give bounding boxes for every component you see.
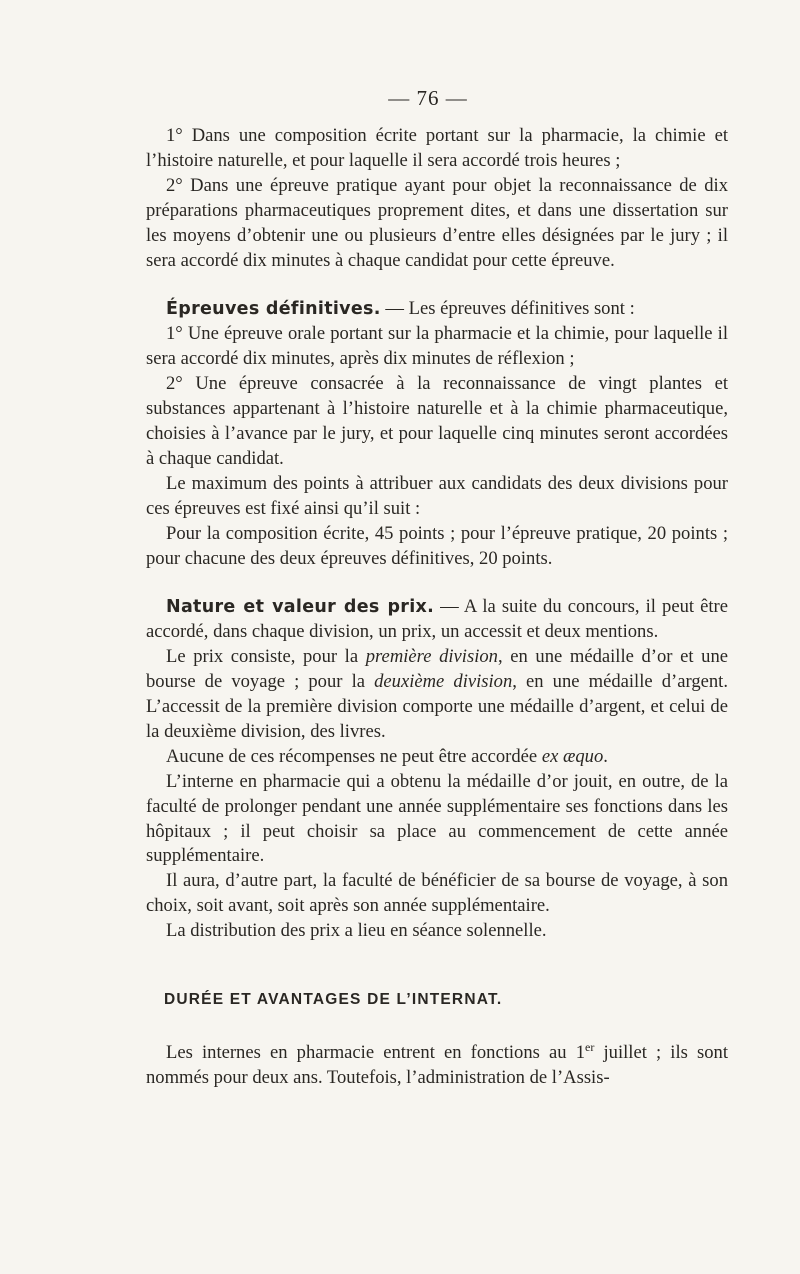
paragraph: Aucune de ces récompenses ne peut être accordée ex æquo. bbox=[166, 745, 608, 767]
paragraph: La distribution des prix a lieu en séance solennelle. bbox=[166, 920, 547, 942]
page-number: — 76 — bbox=[388, 86, 468, 110]
section-heading-nature: Nature et valeur des prix. bbox=[166, 597, 435, 618]
section-heading-epreuves: Épreuves définitives. bbox=[166, 299, 381, 320]
body-text bbox=[146, 124, 728, 1091]
paragraph: Le maximum des points à attribuer aux candidats des deux divisions pour ces épreuves est fixé ainsi qu’il suit : bbox=[146, 472, 728, 519]
paragraph: 1° Dans une composition écrite portant sur la pharmacie, la chimie et l’histoire naturelle, et pour laquelle il sera accordé trois heures ; bbox=[146, 125, 728, 171]
paragraph: 2° Une épreuve consacrée à la reconnaissance de vingt plantes et substances appartenant à l’histoire naturelle et à la chimie pharmaceutique, choisies à l’avance par le jury, et pour laquelle cinq minutes seront accordées à chaque candidat. bbox=[146, 373, 728, 469]
paragraph: Les internes en pharmacie entrent en fonctions au 1er juillet ; ils sont nommés pour deux ans. Toutefois, l’administration de l’Assis- bbox=[146, 1040, 729, 1089]
paragraph: Le prix consiste, pour la première division, en une médaille d’or et une bourse de voyage ; pour la deuxième division, en une médaille d’argent. L’accessit de la première division comporte une médaille d’argent, et celui de la deuxième division, des livres. bbox=[146, 646, 729, 742]
paragraph: Nature et valeur des prix. — A la suite du concours, il peut être accordé, dans chaque division, un prix, un accessit et deux mentions. bbox=[146, 596, 728, 643]
paragraph: Épreuves définitives. — Les épreuves définitives sont : bbox=[166, 298, 635, 320]
paragraph: 2° Dans une épreuve pratique ayant pour objet la reconnaissance de dix préparations pharmaceutiques proprement dites, et dans une dissertation sur les moyens d’obtenir une ou plusieurs d’entre elles désignées par le jury ; il sera accordé dix minutes à chaque candidat pour cette épreuve. bbox=[146, 174, 728, 271]
paragraph: Il aura, d’autre part, la faculté de bénéficier de sa bourse de voyage, à son choix, soit avant, soit après son année supplémentaire. bbox=[146, 870, 728, 917]
paragraph: Pour la composition écrite, 45 points ; pour l’épreuve pratique, 20 points ; pour chacune des deux épreuves définitives, 20 points. bbox=[146, 522, 728, 569]
paragraph: L’interne en pharmacie qui a obtenu la médaille d’or jouit, en outre, de la faculté de prolonger pendant une année supplémentaire ses fonctions dans les hôpitaux ; il peut choisir sa place au commencement de cette année supplémentaire. bbox=[146, 770, 728, 867]
section-title: DURÉE ET AVANTAGES DE L’INTERNAT. bbox=[164, 991, 503, 1009]
paragraph: 1° Une épreuve orale portant sur la pharmacie et la chimie, pour laquelle il sera accordé dix minutes, après dix minutes de réflexion ; bbox=[146, 323, 728, 370]
